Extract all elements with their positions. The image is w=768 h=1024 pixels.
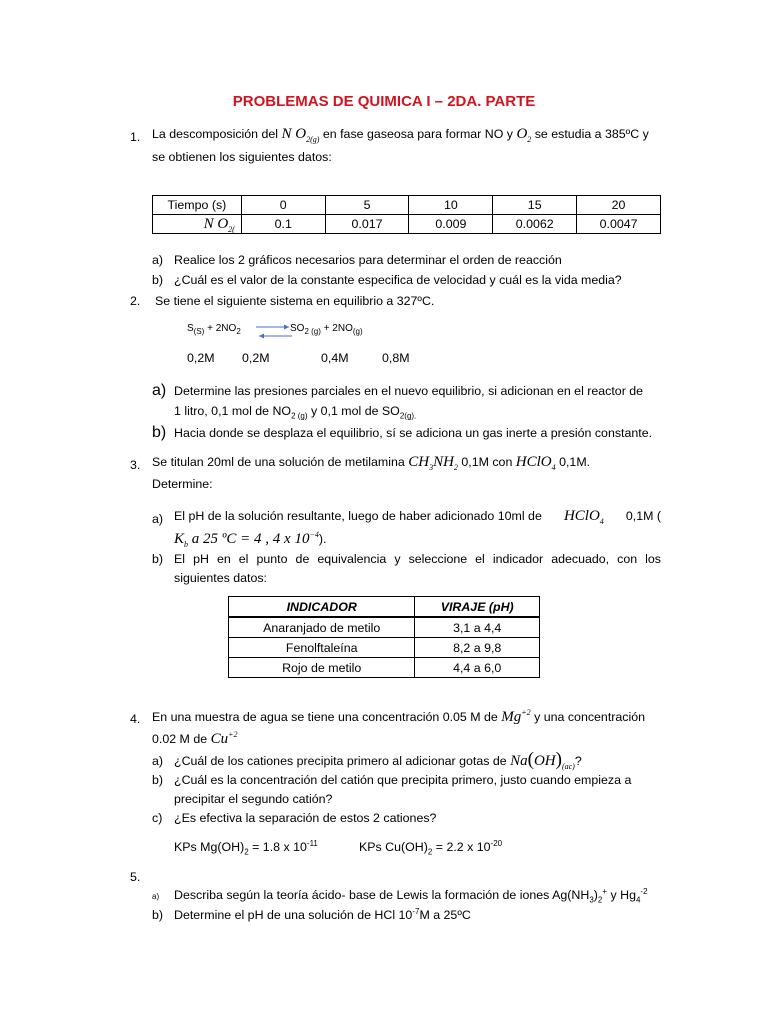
table-header-cell: VIRAJE (pH) xyxy=(415,597,540,618)
formula-ch3nh2: $CH_3NH_2$ xyxy=(408,454,458,472)
table-cell: 3,1 a 4,4 xyxy=(415,617,540,638)
question-1-line-2: se obtienen los siguientes datos: xyxy=(152,150,332,164)
question-3-line-2: Determine: xyxy=(152,477,213,491)
data-table-no2 xyxy=(152,195,661,234)
question-3a-text-1: El pH de la solución resultante, luego de haber adicionado 10ml de HClO$_4$ 0,1M ( xyxy=(174,508,661,526)
question-3a-label: a) xyxy=(152,512,164,526)
question-1a-label: a) xyxy=(152,253,164,267)
table-row xyxy=(229,638,540,658)
question-4a-text: ¿Cuál de los cationes precipita primero al adicionar gotas de $Na(OH)_{(ac)}$? xyxy=(174,749,582,771)
question-1b-label: b) xyxy=(152,273,164,287)
table-header-cell: 20 xyxy=(577,196,661,215)
question-4b-label: b) xyxy=(152,773,164,787)
kps-mg: KPs $Mg(OH)_2 = 1.8$ x $10^{-11}$ xyxy=(174,838,318,857)
table-cell: 0.009 xyxy=(409,215,493,234)
formula-hclo4: HClO$_4$ xyxy=(515,454,556,472)
question-5-number: 5. xyxy=(130,870,141,884)
concentration-4: 0,8M xyxy=(382,351,410,365)
table-header-cell: 15 xyxy=(493,196,577,215)
table-cell: 8,2 a 9,8 xyxy=(415,638,540,658)
question-1-number: 1. xyxy=(130,130,141,144)
table-row xyxy=(153,196,661,215)
question-4-line-2: 0.02 M de $Cu^{+2}$ xyxy=(152,730,238,747)
equilibrium-arrows-icon xyxy=(256,322,292,342)
table-row xyxy=(229,658,540,678)
table-cell: 0.0047 xyxy=(577,215,661,234)
question-1a-text: Realice los 2 gráficos necesarios para determinar el orden de reacción xyxy=(174,253,562,267)
question-2-line-1: Se tiene el siguiente sistema en equilibrio a 327ºC. xyxy=(155,294,435,308)
question-2b-text: Hacia donde se desplaza el equilibrio, sí se adiciona un gas inerte a presión constante. xyxy=(174,426,653,440)
question-4c-label: c) xyxy=(152,811,163,825)
formula-no2: N $O_{2(g)}$ xyxy=(281,126,320,144)
question-2b-label: b) xyxy=(152,424,167,441)
question-3-number: 3. xyxy=(130,458,141,472)
equilibrium-equation: $S_{(S)} + 2NO_2$ xyxy=(187,323,241,336)
formula-hclo4-a: HClO$_4$ xyxy=(563,508,604,526)
question-4c-text: ¿Es efectiva la separación de estos 2 cationes? xyxy=(174,811,437,825)
table-header-cell: 10 xyxy=(409,196,493,215)
table-cell: 0.1 xyxy=(241,215,325,234)
indicator-table xyxy=(228,596,540,678)
question-3b-text-1: El pH en el punto de equivalencia y seleccione el indicador adecuado, con los xyxy=(174,552,661,566)
table-cell: 0.0062 xyxy=(493,215,577,234)
table-header-cell: Tiempo (s) xyxy=(153,196,242,215)
question-4-line-1: En una muestra de agua se tiene una concentración 0.05 M de $Mg^{+2}$ y una concentración xyxy=(152,708,646,725)
question-5a-text: Describa según la teoría ácido- base de Lewis la formación de iones $Ag(NH_3)_2^+$ y $Hg_4^{-2}$ xyxy=(174,886,648,905)
question-3b-label: b) xyxy=(152,552,164,566)
kps-cu: KPs $Cu(OH)_2 = 2.2$ x $10^{-20}$ xyxy=(359,838,503,857)
formula-naoh: $Na(OH)_{(ac)}$ xyxy=(510,749,575,771)
table-row xyxy=(229,617,540,638)
concentration-3: 0,4M xyxy=(321,351,349,365)
formula-o2: $O_2$ xyxy=(516,126,532,144)
concentration-1: 0,2M xyxy=(187,351,215,365)
question-5a-label: a) xyxy=(152,892,160,901)
concentration-2: 0,2M xyxy=(242,351,270,365)
table-cell: Anaranjado de metilo xyxy=(229,617,415,638)
question-2a-text-1: Determine las presiones parciales en el nuevo equilibrio, si adicionan en el reactor de xyxy=(174,384,644,398)
question-2a-text-2: 1 litro, 0,1 mol de $NO_{2 (g)}$ y 0,1 mol de $SO_{2(g).}$ xyxy=(174,404,417,421)
question-1-line-1: La descomposición del N $O_{2(g)}$ en fase gaseosa para formar NO y $O_2$ se estudia a 385ºC y xyxy=(152,126,649,144)
table-header-cell: 5 xyxy=(325,196,409,215)
question-3a-kb: $K_b$ a 25 ºC = 4 , 4 x $10^{-4}$). xyxy=(174,530,327,549)
formula-mg: $Mg^{+2}$ xyxy=(501,708,531,725)
equilibrium-equation-products: $SO_{2 (g)} + 2NO_{(g)}$ xyxy=(290,323,363,336)
question-2-number: 2. xyxy=(130,294,141,308)
table-row xyxy=(229,597,540,618)
page-title: PROBLEMAS DE QUIMICA I – 2DA. PARTE xyxy=(232,93,536,110)
question-5b-label: b) xyxy=(152,908,164,922)
formula-cu: $Cu^{+2}$ xyxy=(210,730,238,747)
question-4b-text-1: ¿Cuál es la concentración del catión que precipita primero, justo cuando empieza a xyxy=(174,773,632,787)
table-cell: 4,4 a 6,0 xyxy=(415,658,540,678)
table-row xyxy=(153,215,661,234)
question-4b-text-2: precipitar el segundo catión? xyxy=(174,792,333,806)
table-row-label: N $O_{2(}$ xyxy=(153,215,242,234)
question-3-line-1: Se titulan 20ml de una solución de metilamina $CH_3NH_2$ 0,1M con HClO$_4$ 0,1M. xyxy=(152,454,591,472)
table-cell: 0.017 xyxy=(325,215,409,234)
question-5b-text: Determine el pH de una solución de HCl $10^{-7}M$ a 25ºC xyxy=(174,906,471,922)
question-1b-text: ¿Cuál es el valor de la constante especifica de velocidad y cuál es la vida media? xyxy=(174,273,622,287)
question-3b-text-2: siguientes datos: xyxy=(174,571,267,585)
table-cell: Rojo de metilo xyxy=(229,658,415,678)
table-header-cell: 0 xyxy=(241,196,325,215)
table-cell: Fenolftaleína xyxy=(229,638,415,658)
question-2a-label: a) xyxy=(152,382,167,399)
question-4-number: 4. xyxy=(130,712,141,726)
table-header-cell: INDICADOR xyxy=(229,597,415,618)
question-4a-label: a) xyxy=(152,754,164,768)
